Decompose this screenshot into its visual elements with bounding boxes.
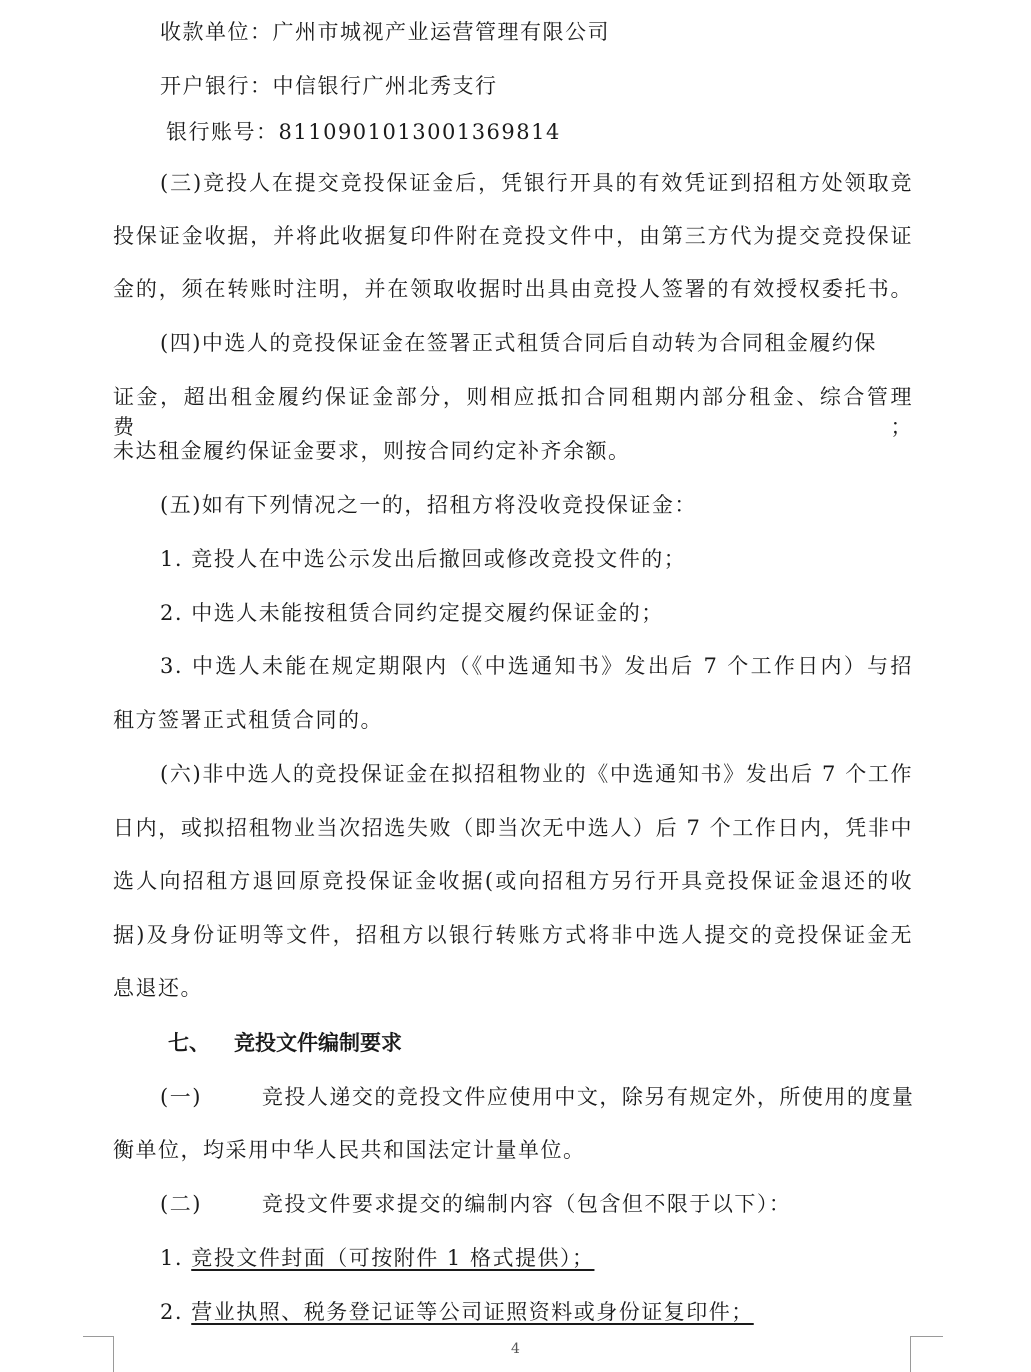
section3-line2: 投保证金收据，并将此收据复印件附在竞投文件中，由第三方代为提交竞投保证 [113, 224, 913, 248]
chapter7-item1 [160, 1243, 913, 1273]
payee-bank: 开户银行：中信银行广州北秀支行 [160, 74, 498, 98]
section5-item3-line2: 租方签署正式租赁合同的。 [113, 708, 383, 732]
section3-line3: 金的，须在转账时注明，并在领取收据时出具由竞投人签署的有效授权委托书。 [113, 277, 913, 301]
section6-line5: 息退还。 [113, 976, 203, 1000]
chapter7-title: 竞投文件编制要求 [234, 1031, 402, 1055]
section5-item1: 1. 竞投人在中选公示发出后撤回或修改竞投文件的； [160, 547, 687, 571]
chapter7-item2-number: 2. [160, 1300, 184, 1324]
section4-line3: 未达租金履约保证金要求，则按合同约定补齐余额。 [113, 439, 631, 463]
chapter7-sub2-text: 竞投文件要求提交的编制内容（包含但不限于以下）： [261, 1192, 792, 1216]
chapter7-sub1-line2: 衡单位，均采用中华人民共和国法定计量单位。 [113, 1138, 586, 1162]
section5-item2: 2. 中选人未能按租赁合同约定提交履约保证金的； [160, 601, 664, 625]
section6-line2: 日内，或拟招租物业当次招选失败（即当次无中选人）后 7 个工作日内，凭非中 [113, 816, 913, 840]
section4-line2: 证金，超出租金履约保证金部分，则相应抵扣合同租期内部分租金、综合管理费； [113, 385, 913, 439]
chapter7-number: 七、 [168, 1031, 210, 1055]
chapter7-item2-text: 营业执照、税务登记证等公司证照资料或身份证复印件； [191, 1300, 754, 1324]
payee-account: 银行账号：8110901013001369814 [166, 120, 561, 144]
chapter7-sub1-text: 竞投人递交的竞投文件应使用中文，除另有规定外，所使用的度量 [261, 1085, 915, 1109]
chapter7-sub1-line1 [160, 1082, 913, 1112]
section6-line3: 选人向招租方退回原竞投保证金收据(或向招租方另行开具竞投保证金退还的收 [113, 869, 913, 893]
chapter7-sub2 [160, 1189, 913, 1219]
section3-line1: (三)竞投人在提交竞投保证金后，凭银行开具的有效凭证到招租方处领取竞 [160, 171, 913, 195]
section5-item3-line1: 3. 中选人未能在规定期限内（《中选通知书》发出后 7 个工作日内）与招 [160, 654, 913, 678]
section6-line4: 据)及身份证明等文件，招租方以银行转账方式将非中选人提交的竞投保证金无 [113, 923, 913, 947]
section6-line1: (六)非中选人的竞投保证金在拟招租物业的《中选通知书》发出后 7 个工作 [160, 762, 913, 786]
payee-unit: 收款单位：广州市城视产业运营管理有限公司 [160, 20, 610, 44]
chapter7-sub1-number: (一) [160, 1085, 202, 1109]
section5-intro: (五)如有下列情况之一的，招租方将没收竞投保证金： [160, 493, 697, 517]
chapter7-sub2-number: (二) [160, 1192, 202, 1216]
page-number: 4 [511, 1341, 520, 1357]
section4-line1: (四)中选人的竞投保证金在签署正式租赁合同后自动转为合同租金履约保 [160, 331, 877, 355]
chapter7-item1-number: 1. [160, 1246, 184, 1270]
chapter7-item2 [160, 1297, 913, 1327]
chapter7-item1-text: 竞投文件封面（可按附件 1 格式提供）； [191, 1246, 595, 1270]
chapter7-heading [168, 1028, 402, 1058]
